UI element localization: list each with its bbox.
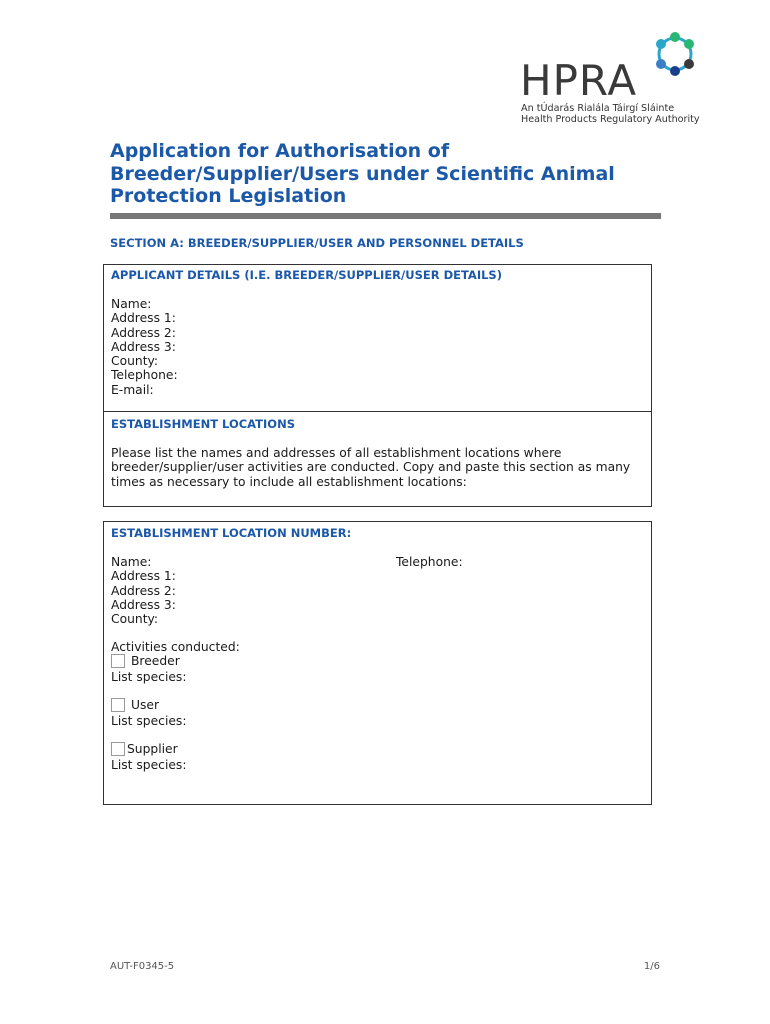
box-divider	[104, 411, 651, 412]
supplier-option[interactable]	[111, 742, 178, 756]
form-code: AUT-F0345-5	[110, 961, 175, 972]
applicant-address3-field[interactable]: Address 3:	[111, 339, 176, 354]
breeder-label: Breeder	[131, 654, 180, 668]
supplier-checkbox[interactable]	[111, 742, 125, 756]
user-species-field[interactable]: List species:	[111, 714, 187, 728]
breeder-checkbox[interactable]	[111, 654, 125, 668]
location-name-field[interactable]: Name:	[111, 555, 152, 569]
user-checkbox[interactable]	[111, 698, 125, 712]
establishment-location-heading: ESTABLISHMENT LOCATION NUMBER:	[111, 526, 352, 540]
applicant-email-field[interactable]: E-mail:	[111, 382, 154, 397]
applicant-county-field[interactable]: County:	[111, 354, 159, 369]
user-label: User	[131, 698, 160, 712]
location-telephone-field[interactable]: Telephone:	[396, 555, 463, 569]
applicant-name-field[interactable]: Name:	[111, 297, 152, 311]
hpra-logo	[520, 30, 710, 126]
applicant-telephone-field[interactable]: Telephone:	[111, 368, 178, 383]
supplier-species-field[interactable]: List species:	[111, 758, 187, 772]
page-number: 1/6	[643, 961, 660, 972]
logo-irish-name: An tÚdarás Rialála Táirgí Sláinte	[521, 103, 675, 114]
applicant-details-box	[103, 264, 652, 507]
location-address2-field[interactable]: Address 2:	[111, 583, 176, 598]
breeder-option[interactable]	[111, 654, 180, 668]
document-title: Application for Authorisation of Breeder/Supplier/Users under Scientific Animal Protection Legislation	[110, 140, 615, 207]
activities-label: Activities conducted:	[111, 640, 240, 654]
location-fields	[111, 555, 176, 626]
establishment-instructions: Please list the names and addresses of all establishment locations where breeder/supplier/user activities are conducted. Copy and paste this section as many times as necessary to include all establishment locations:	[111, 446, 631, 489]
applicant-fields	[111, 297, 178, 397]
molecule-ring-icon	[640, 30, 710, 80]
title-rule	[110, 213, 661, 219]
location-address1-field[interactable]: Address 1:	[111, 569, 176, 584]
applicant-address2-field[interactable]: Address 2:	[111, 325, 176, 340]
breeder-species-field[interactable]: List species:	[111, 670, 187, 684]
location-county-field[interactable]: County:	[111, 612, 159, 627]
applicant-address1-field[interactable]: Address 1:	[111, 311, 176, 326]
logo-english-name: Health Products Regulatory Authority	[521, 114, 700, 125]
applicant-details-heading: APPLICANT DETAILS (I.E. BREEDER/SUPPLIER/USER DETAILS)	[111, 268, 502, 282]
user-option[interactable]	[111, 698, 159, 712]
establishment-location-box	[103, 521, 652, 805]
logo-wordmark: HPRA	[520, 56, 638, 105]
location-address3-field[interactable]: Address 3:	[111, 597, 176, 612]
section-a-heading: SECTION A: BREEDER/SUPPLIER/USER AND PERSONNEL DETAILS	[110, 236, 524, 250]
establishment-locations-heading: ESTABLISHMENT LOCATIONS	[111, 417, 295, 431]
supplier-label: Supplier	[127, 742, 178, 756]
